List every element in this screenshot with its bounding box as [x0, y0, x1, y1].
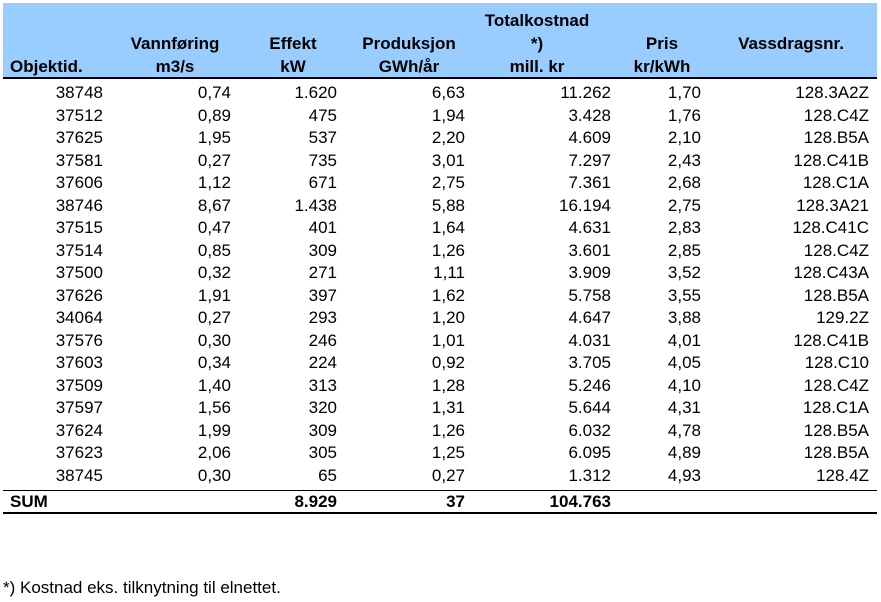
cell-produksjon: 1,26	[431, 240, 465, 260]
cell-totalkostnad: 3.601	[568, 240, 611, 260]
table-row	[3, 375, 877, 398]
cell-effekt: 305	[308, 443, 337, 462]
cell-vannforing: 1,99	[197, 420, 231, 440]
cell-vannforing: 8,67	[197, 195, 231, 215]
cell-produksjon: 1,26	[431, 420, 465, 440]
cell-vassdragsnr: 128.C43A	[793, 263, 869, 282]
data-table	[3, 3, 877, 514]
cell-produksjon: 0,27	[431, 465, 465, 485]
header-effekt-label: Effekt	[269, 34, 317, 53]
cell-effekt: 735	[308, 150, 337, 170]
cell-produksjon: 1,25	[431, 443, 465, 462]
sum-effekt: 8.929	[294, 492, 337, 511]
cell-totalkostnad: 16.194	[559, 195, 611, 215]
header-vannforing	[116, 32, 234, 78]
header-totalkostnad-unit: mill. kr	[509, 57, 565, 76]
header-pris	[617, 32, 707, 78]
cell-totalkostnad: 6.032	[568, 420, 611, 440]
table-row	[3, 285, 877, 308]
cell-produksjon: 1,94	[431, 105, 465, 125]
cell-pris: 4,78	[667, 420, 701, 440]
header-produksjon-unit: GWh/år	[378, 57, 440, 76]
cell-produksjon: 1,31	[431, 398, 465, 417]
cell-objektid: 37500	[55, 263, 103, 282]
cell-vassdragsnr: 128.C1A	[802, 398, 869, 417]
sum-totalkostnad: 104.763	[549, 492, 611, 511]
cell-totalkostnad: 3.428	[568, 105, 611, 125]
sum-row	[3, 490, 877, 514]
cell-vannforing: 0,27	[197, 150, 231, 170]
cell-produksjon: 2,20	[431, 128, 465, 147]
table-row	[3, 217, 877, 240]
cell-vassdragsnr: 128.C10	[804, 353, 869, 372]
cell-produksjon: 1,11	[433, 263, 465, 282]
cell-vannforing: 0,74	[197, 83, 231, 102]
table-row	[3, 262, 877, 285]
cell-effekt: 313	[308, 375, 337, 395]
cell-effekt: 293	[308, 308, 337, 327]
cell-pris: 3,55	[667, 285, 701, 305]
cell-objektid: 37509	[55, 375, 103, 395]
cell-pris: 3,88	[667, 308, 701, 327]
cell-totalkostnad: 4.609	[568, 128, 611, 147]
cell-vassdragsnr: 128.B5A	[803, 285, 869, 305]
cell-pris: 2,68	[667, 173, 701, 192]
footnote: *) Kostnad eks. tilknytning til elnettet.	[3, 578, 281, 597]
cell-vannforing: 2,06	[197, 443, 231, 462]
cell-totalkostnad: 7.361	[568, 173, 611, 192]
cell-totalkostnad: 11.262	[560, 83, 611, 102]
table-row	[3, 307, 877, 330]
cell-pris: 2,75	[667, 195, 701, 215]
table-row	[3, 420, 877, 443]
header-totalkostnad-label: Totalkostnad	[484, 11, 590, 30]
cell-produksjon: 3,01	[431, 150, 465, 170]
cell-effekt: 65	[318, 465, 337, 485]
cell-produksjon: 6,63	[431, 83, 465, 102]
cell-produksjon: 1,01	[431, 330, 465, 350]
table-header	[3, 3, 877, 79]
cell-objektid: 37624	[55, 420, 103, 440]
cell-vassdragsnr: 128.B5A	[803, 443, 869, 462]
cell-produksjon: 5,88	[431, 195, 465, 215]
table-row	[3, 105, 877, 128]
header-objektid	[10, 55, 83, 78]
cell-vassdragsnr: 129.2Z	[816, 308, 869, 327]
cell-pris: 3,52	[667, 263, 701, 282]
header-produksjon-label: Produksjon	[362, 34, 456, 53]
cell-objektid: 37625	[55, 128, 103, 147]
cell-objektid: 37623	[55, 443, 103, 462]
header-vassdragsnr-label: Vassdragsnr.	[738, 34, 844, 53]
cell-vassdragsnr: 128.C1A	[802, 173, 869, 192]
cell-vannforing: 1,95	[197, 128, 231, 147]
cell-vassdragsnr: 128.4Z	[816, 465, 869, 485]
header-vannforing-label: Vannføring	[130, 34, 220, 53]
header-vassdragsnr	[721, 32, 861, 55]
sum-produksjon: 37	[446, 492, 465, 511]
cell-objektid: 37626	[55, 285, 103, 305]
header-pris-unit: kr/kWh	[633, 57, 691, 76]
cell-vannforing: 0,34	[197, 353, 231, 372]
header-effekt	[253, 32, 333, 78]
cell-pris: 2,43	[667, 150, 701, 170]
cell-totalkostnad: 3.909	[568, 263, 611, 282]
cell-pris: 4,31	[667, 398, 701, 417]
cell-objektid: 37581	[55, 150, 103, 170]
cell-vannforing: 0,27	[197, 308, 231, 327]
cell-totalkostnad: 4.647	[568, 308, 611, 327]
cell-totalkostnad: 6.095	[568, 443, 611, 462]
table-row	[3, 150, 877, 173]
cell-vassdragsnr: 128.B5A	[803, 420, 869, 440]
cell-totalkostnad: 7.297	[568, 150, 611, 170]
cell-objektid: 38748	[55, 83, 103, 102]
cell-effekt: 537	[308, 128, 337, 147]
cell-objektid: 37606	[55, 173, 103, 192]
table-row	[3, 465, 877, 488]
cell-vassdragsnr: 128.C41B	[793, 150, 869, 170]
header-totalkostnad	[473, 9, 601, 78]
cell-vassdragsnr: 128.B5A	[803, 128, 869, 147]
cell-totalkostnad: 4.031	[568, 330, 611, 350]
cell-vannforing: 0,47	[197, 218, 231, 237]
cell-effekt: 1.620	[294, 83, 337, 102]
cell-effekt: 309	[308, 420, 337, 440]
header-vannforing-unit: m3/s	[155, 57, 195, 76]
cell-pris: 4,89	[667, 443, 701, 462]
cell-vassdragsnr: 128.3A21	[796, 195, 869, 215]
cell-produksjon: 1,62	[431, 285, 465, 305]
sum-label: SUM	[10, 492, 48, 511]
cell-totalkostnad: 5.644	[568, 398, 611, 417]
cell-produksjon: 0,92	[431, 353, 465, 372]
cell-effekt: 475	[308, 105, 337, 125]
table-row	[3, 442, 877, 465]
cell-totalkostnad: 3.705	[568, 353, 611, 372]
cell-objektid: 38746	[55, 195, 103, 215]
cell-objektid: 37512	[55, 105, 103, 125]
cell-pris: 2,10	[667, 128, 701, 147]
cell-effekt: 246	[308, 330, 337, 350]
cell-pris: 2,83	[667, 218, 701, 237]
cell-produksjon: 1,64	[431, 218, 465, 237]
cell-objektid: 34064	[55, 308, 103, 327]
cell-totalkostnad: 5.758	[568, 285, 611, 305]
cell-totalkostnad: 4.631	[568, 218, 611, 237]
cell-pris: 1,70	[667, 83, 701, 102]
cell-effekt: 271	[308, 263, 337, 282]
cell-vannforing: 1,40	[197, 375, 231, 395]
cell-effekt: 1.438	[294, 195, 337, 215]
table-row	[3, 397, 877, 420]
cell-vassdragsnr: 128.C4Z	[803, 240, 869, 260]
cell-vannforing: 0,30	[197, 465, 231, 485]
cell-objektid: 37515	[55, 218, 103, 237]
cell-effekt: 401	[308, 218, 337, 237]
header-pris-label: Pris	[645, 34, 679, 53]
cell-vannforing: 0,85	[197, 240, 231, 260]
cell-totalkostnad: 1.312	[568, 465, 611, 485]
table-row	[3, 82, 877, 105]
table-row	[3, 172, 877, 195]
cell-pris: 4,93	[667, 465, 701, 485]
table-row	[3, 240, 877, 263]
cell-objektid: 37597	[55, 398, 103, 417]
cell-effekt: 671	[308, 173, 337, 192]
cell-vassdragsnr: 128.C4Z	[803, 375, 869, 395]
cell-pris: 4,10	[667, 375, 701, 395]
table-row	[3, 330, 877, 353]
cell-pris: 2,85	[667, 240, 701, 260]
table-row	[3, 127, 877, 150]
table-row	[3, 195, 877, 218]
cell-produksjon: 2,75	[431, 173, 465, 192]
header-objektid-label: Objektid.	[10, 57, 83, 76]
cell-vannforing: 1,91	[197, 285, 231, 305]
table-row	[3, 352, 877, 375]
cell-effekt: 397	[308, 285, 337, 305]
cell-vannforing: 1,12	[197, 173, 231, 192]
cell-vannforing: 0,32	[197, 263, 231, 282]
header-effekt-unit: kW	[280, 57, 306, 76]
cell-effekt: 309	[308, 240, 337, 260]
cell-pris: 4,01	[667, 330, 701, 350]
cell-produksjon: 1,28	[431, 375, 465, 395]
table-body	[3, 79, 877, 490]
cell-totalkostnad: 5.246	[568, 375, 611, 395]
cell-pris: 1,76	[667, 105, 701, 125]
cell-vassdragsnr: 128.C41C	[792, 218, 869, 237]
header-totalkostnad-note: *)	[530, 34, 544, 53]
cell-effekt: 320	[308, 398, 337, 417]
cell-objektid: 37576	[55, 330, 103, 350]
cell-objektid: 37514	[55, 240, 103, 260]
cell-objektid: 37603	[55, 353, 103, 372]
cell-pris: 4,05	[667, 353, 701, 372]
cell-vassdragsnr: 128.C41B	[793, 330, 869, 350]
cell-vannforing: 0,30	[197, 330, 231, 350]
cell-effekt: 224	[308, 353, 337, 372]
cell-vassdragsnr: 128.C4Z	[803, 105, 869, 125]
cell-vassdragsnr: 128.3A2Z	[795, 83, 869, 102]
cell-produksjon: 1,20	[431, 308, 465, 327]
cell-vannforing: 1,56	[197, 398, 231, 417]
header-produksjon	[347, 32, 471, 78]
cell-objektid: 38745	[55, 465, 103, 485]
cell-vannforing: 0,89	[197, 105, 231, 125]
